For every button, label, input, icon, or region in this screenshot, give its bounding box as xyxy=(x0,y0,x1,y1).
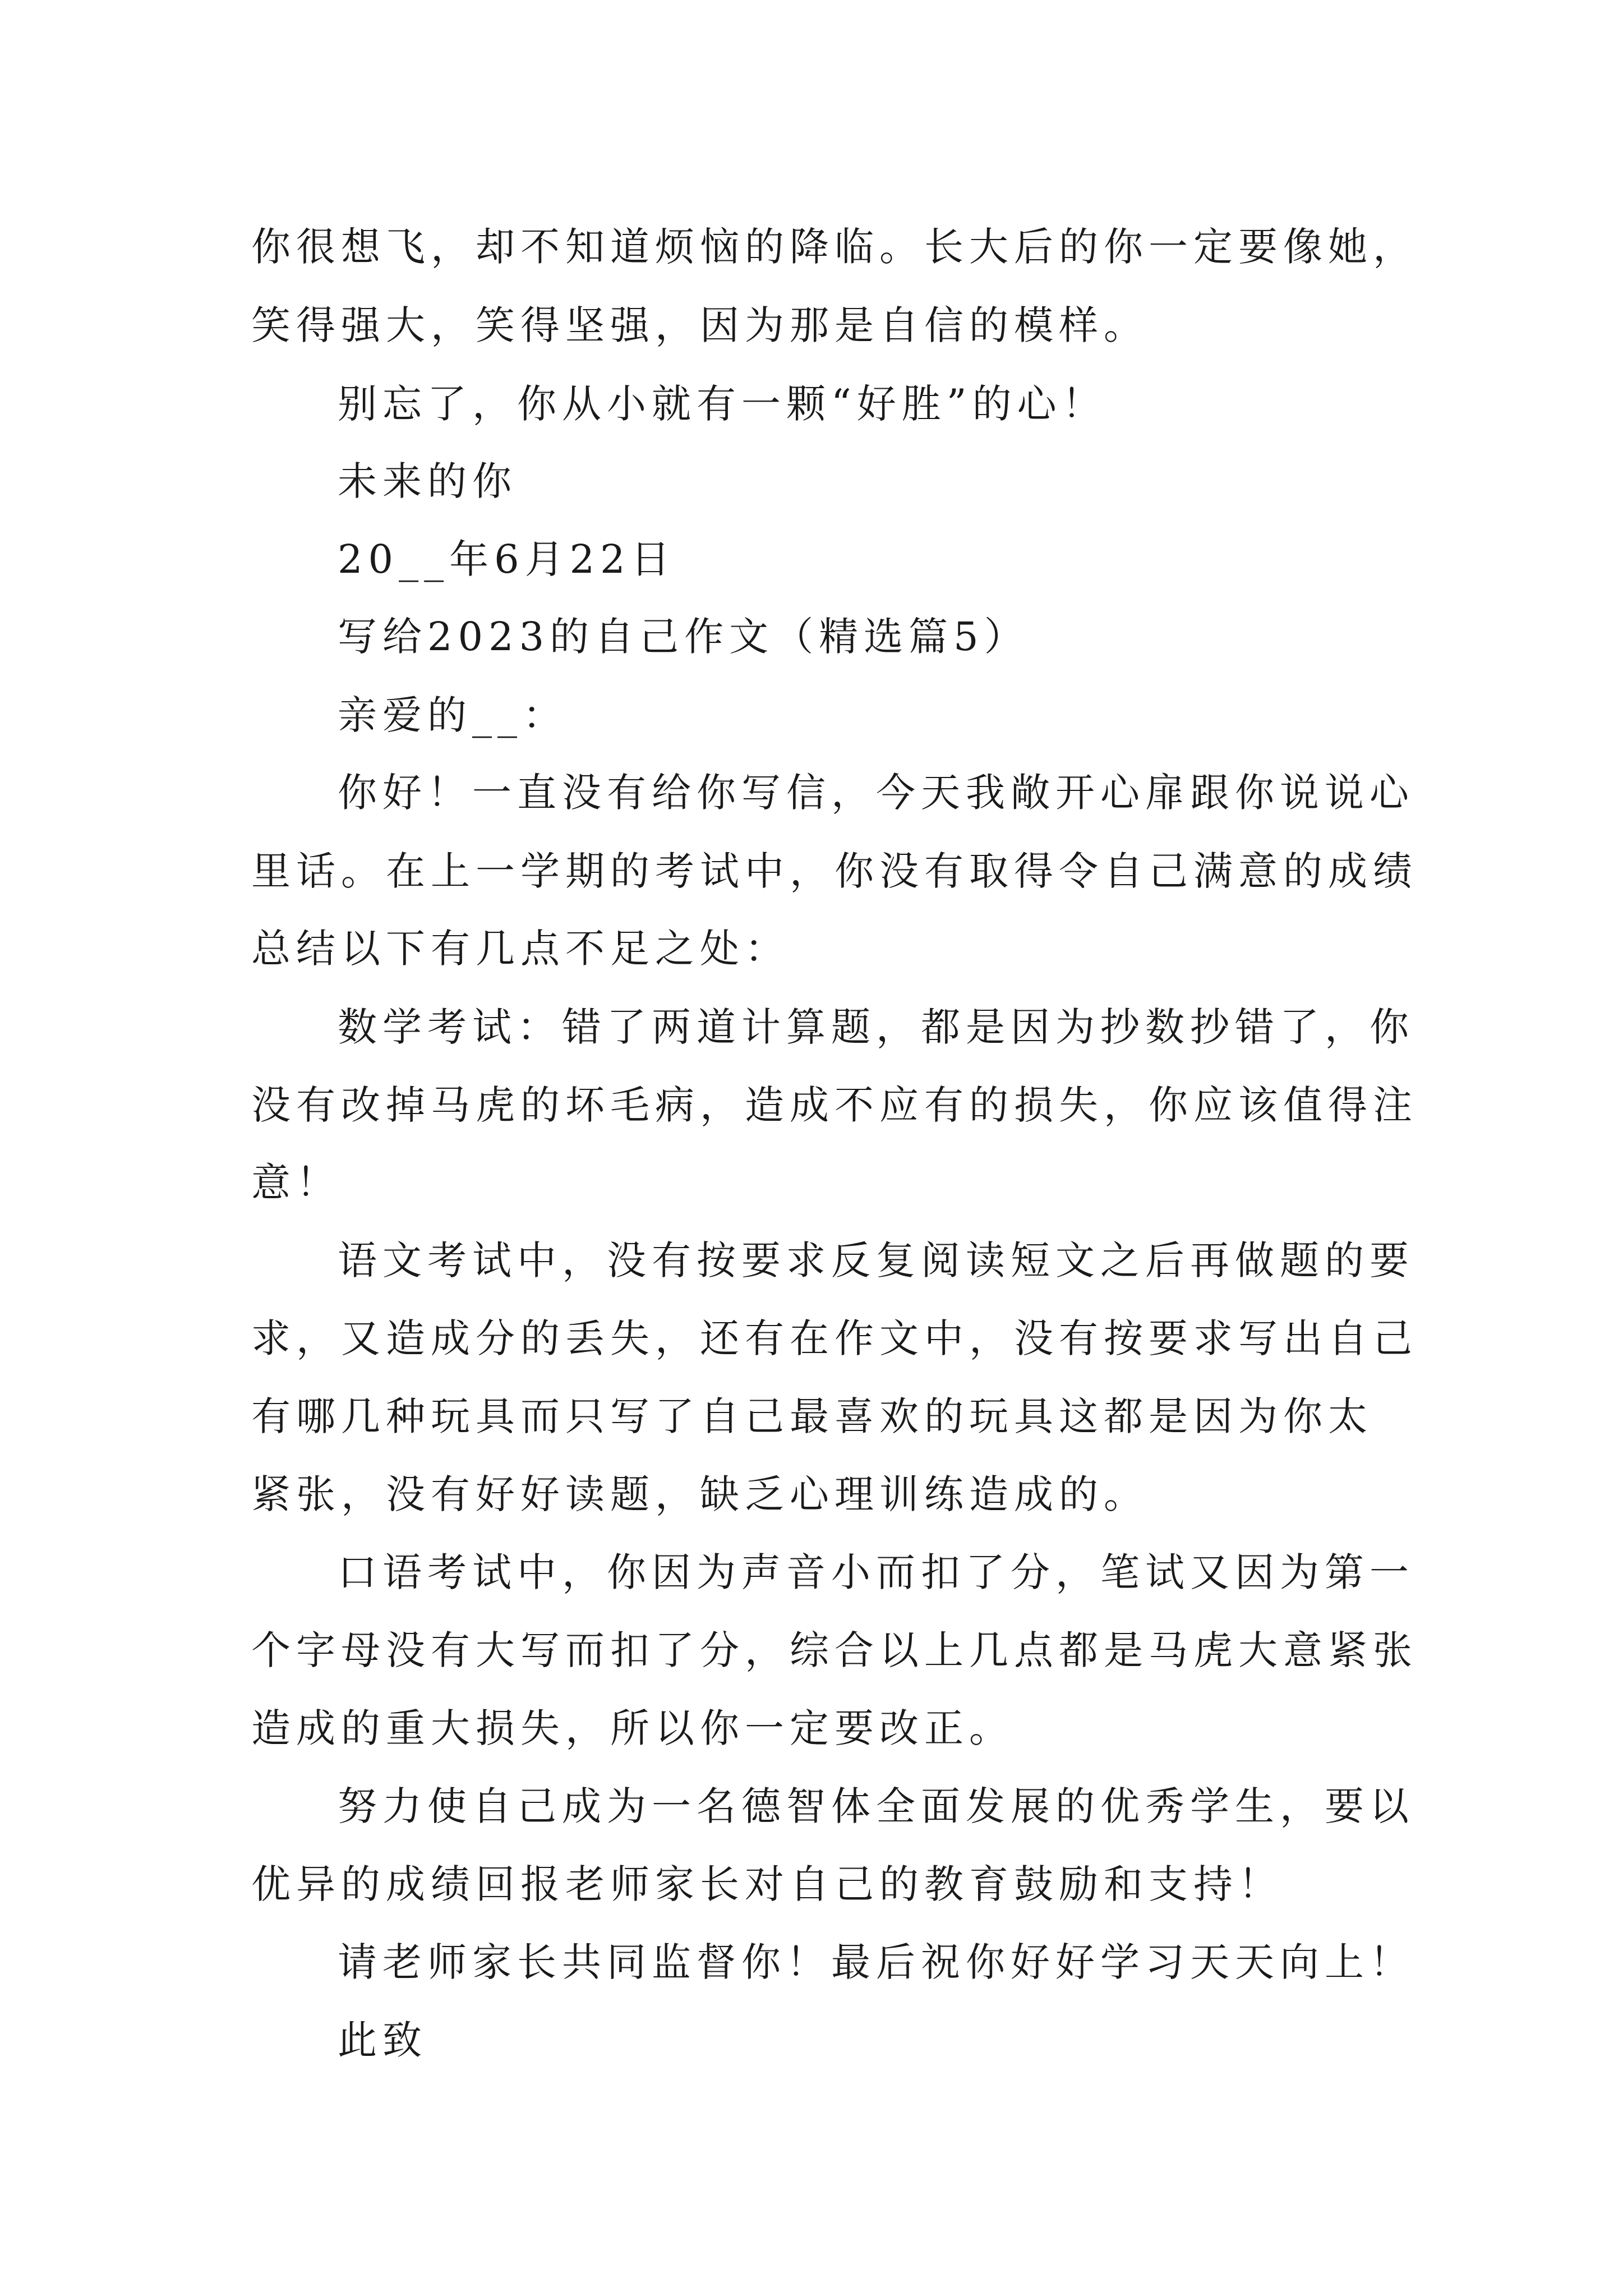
paragraph-line: 没有改掉马虎的坏毛病，造成不应有的损失，你应该值得注 xyxy=(251,1082,1418,1128)
paragraph-line: 优异的成绩回报老师家长对自己的教育鼓励和支持！ xyxy=(251,1861,1283,1907)
paragraph-line: 请老师家长共同监督你！最后祝你好好学习天天向上！ xyxy=(338,1939,1414,1985)
date-line: 20__年6月22日 xyxy=(338,536,676,582)
paragraph-line: 有哪几种玩具而只写了自己最喜欢的玩具这都是因为你太 xyxy=(251,1393,1373,1439)
paragraph-line: 语文考试中，没有按要求反复阅读短文之后再做题的要 xyxy=(338,1237,1414,1283)
signature-line: 未来的你 xyxy=(338,458,517,504)
paragraph-line: 别忘了，你从小就有一颗“好胜”的心！ xyxy=(338,381,1107,427)
paragraph-line: 总结以下有几点不足之处： xyxy=(251,926,790,972)
paragraph-line: 紧张，没有好好读题，缺乏心理训练造成的。 xyxy=(251,1471,1149,1517)
closing-line: 此致 xyxy=(338,2017,427,2063)
paragraph-line: 意！ xyxy=(251,1159,341,1205)
paragraph-line: 数学考试：错了两道计算题，都是因为抄数抄错了，你 xyxy=(338,1004,1414,1050)
paragraph-line: 造成的重大损失，所以你一定要改正。 xyxy=(251,1705,1014,1751)
section-title: 写给2023的自己作文（精选篇5） xyxy=(338,614,1029,660)
paragraph-line: 求，又造成分的丢失，还有在作文中，没有按要求写出自己 xyxy=(251,1315,1418,1361)
paragraph-line: 里话。在上一学期的考试中，你没有取得令自己满意的成绩 xyxy=(251,848,1418,894)
paragraph-line: 努力使自己成为一名德智体全面发展的优秀学生，要以 xyxy=(338,1783,1414,1829)
paragraph-line: 你好！一直没有给你写信，今天我敞开心扉跟你说说心 xyxy=(338,770,1414,816)
paragraph-line: 笑得强大，笑得坚强，因为那是自信的模样。 xyxy=(251,302,1149,348)
paragraph-line: 口语考试中，你因为声音小而扣了分，笔试又因为第一 xyxy=(338,1549,1414,1595)
paragraph-line: 个字母没有大写而扣了分，综合以上几点都是马虎大意紧张 xyxy=(251,1627,1418,1673)
salutation-line: 亲爱的__： xyxy=(338,692,568,738)
paragraph-line: 你很想飞，却不知道烦恼的降临。长大后的你一定要像她， xyxy=(251,224,1418,270)
